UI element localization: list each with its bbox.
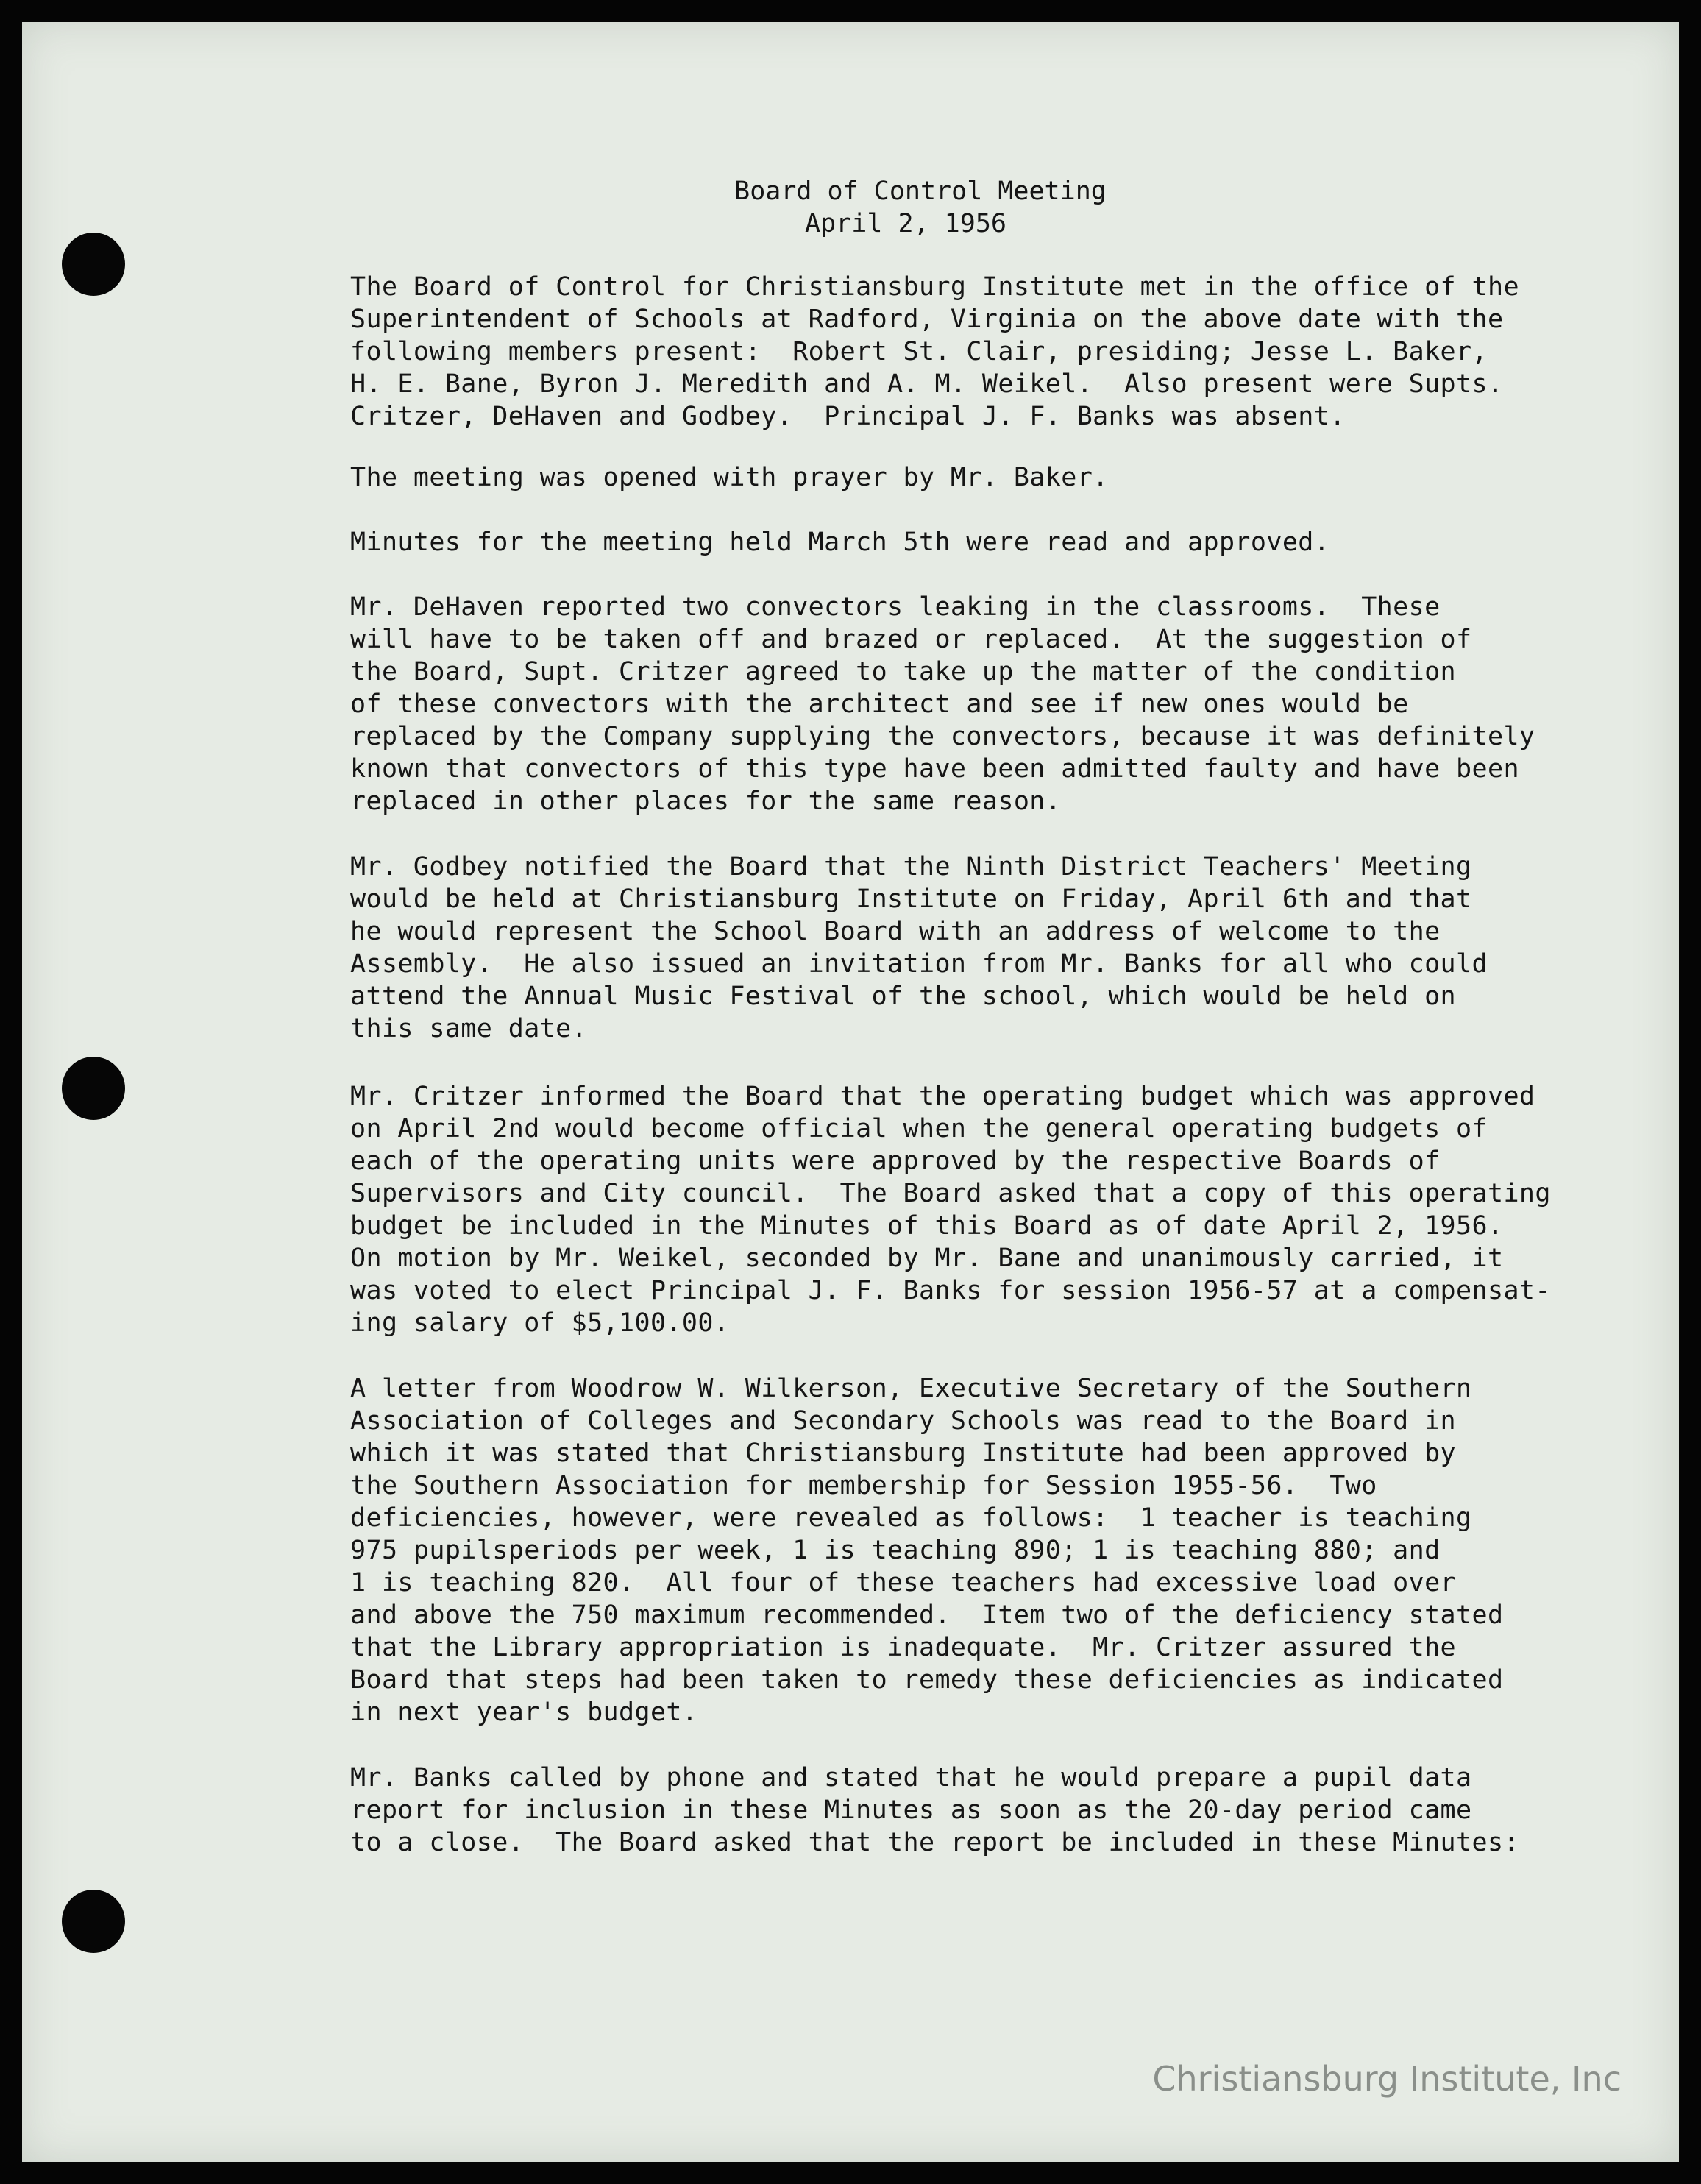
paragraph-prayer: The meeting was opened with prayer by Mr. Baker. bbox=[350, 463, 1109, 492]
meeting-date: April 2, 1956 bbox=[805, 209, 1006, 238]
paragraph-pupil-data-report: Mr. Banks called by phone and stated that he would prepare a pupil data report for inclusion in these Minutes as soon as the 20-day period came to a close. The Board asked that the report be included in these Minutes: bbox=[350, 1763, 1519, 1857]
paragraph-attendance: The Board of Control for Christiansburg Institute met in the office of the Superintendent of Schools at Radford, Virginia on the above date with the following members present: Robert St. Clair, presiding; Jesse L. Baker, H. E. Bane, Byron J. Meredith and A. M. Weikel. Also present were Supts. Critzer, DeHaven and Godbey. Principal J. F. Banks was absent. bbox=[350, 272, 1519, 431]
paragraph-minutes-approved: Minutes for the meeting held March 5th were read and approved. bbox=[350, 528, 1330, 557]
paragraph-operating-budget: Mr. Critzer informed the Board that the operating budget which was approved on April 2nd would become official when the general operating budgets of each of the operating units were approved by the respective Boards of Supervisors and City council. The Board asked that a copy of this operating budget be included in the Minutes of this Board as of date April 2, 1956. On motion by Mr. Weikel, seconded by Mr. Bane and unanimously carried, it was voted to elect Principal J. F. Banks for session 1956-57 at a compensat- ing salary of $5,100.00. bbox=[350, 1082, 1551, 1338]
watermark-text: Christiansburg Institute, Inc bbox=[1152, 2059, 1622, 2099]
document-heading bbox=[0, 175, 1701, 240]
punch-hole-top bbox=[62, 233, 125, 296]
paragraph-teachers-meeting: Mr. Godbey notified the Board that the Ninth District Teachers' Meeting would be held at Christiansburg Institute on Friday, April 6th and that he would represent the School Board with an address of welcome to the Assembly. He also issued an invitation from Mr. Banks for all who could attend the Annual Music Festival of the school, which would be held on this same date. bbox=[350, 852, 1488, 1043]
meeting-title: Board of Control Meeting bbox=[734, 177, 1107, 206]
punch-hole-middle bbox=[62, 1057, 125, 1120]
paragraph-southern-association: A letter from Woodrow W. Wilkerson, Executive Secretary of the Southern Association of Colleges and Secondary Schools was read to the Board in which it was stated that Christiansburg Institute had been approved by the Southern Association for membership for Session 1955-56. Two deficiencies, however, were revealed as follows: 1 teacher is teaching 975 pupilsperiods per week, 1 is teaching 890; 1 is teaching 880; and 1 is teaching 820. All four of these teachers had excessive load over and above the 750 maximum recommended. Item two of the deficiency stated that the Library appropriation is inadequate. Mr. Critzer assured the Board that steps had been taken to remedy these deficiencies as indicated in next year's budget. bbox=[350, 1374, 1504, 1727]
paragraph-convectors: Mr. DeHaven reported two convectors leaking in the classrooms. These will have to be taken off and brazed or replaced. At the suggestion of the Board, Supt. Critzer agreed to take up the matter of the condition of these convectors with the architect and see if new ones would be replaced by the Company supplying the convectors, because it was definitely known that convectors of this type have been admitted faulty and have been replaced in other places for the same reason. bbox=[350, 592, 1535, 816]
punch-hole-bottom bbox=[62, 1890, 125, 1953]
